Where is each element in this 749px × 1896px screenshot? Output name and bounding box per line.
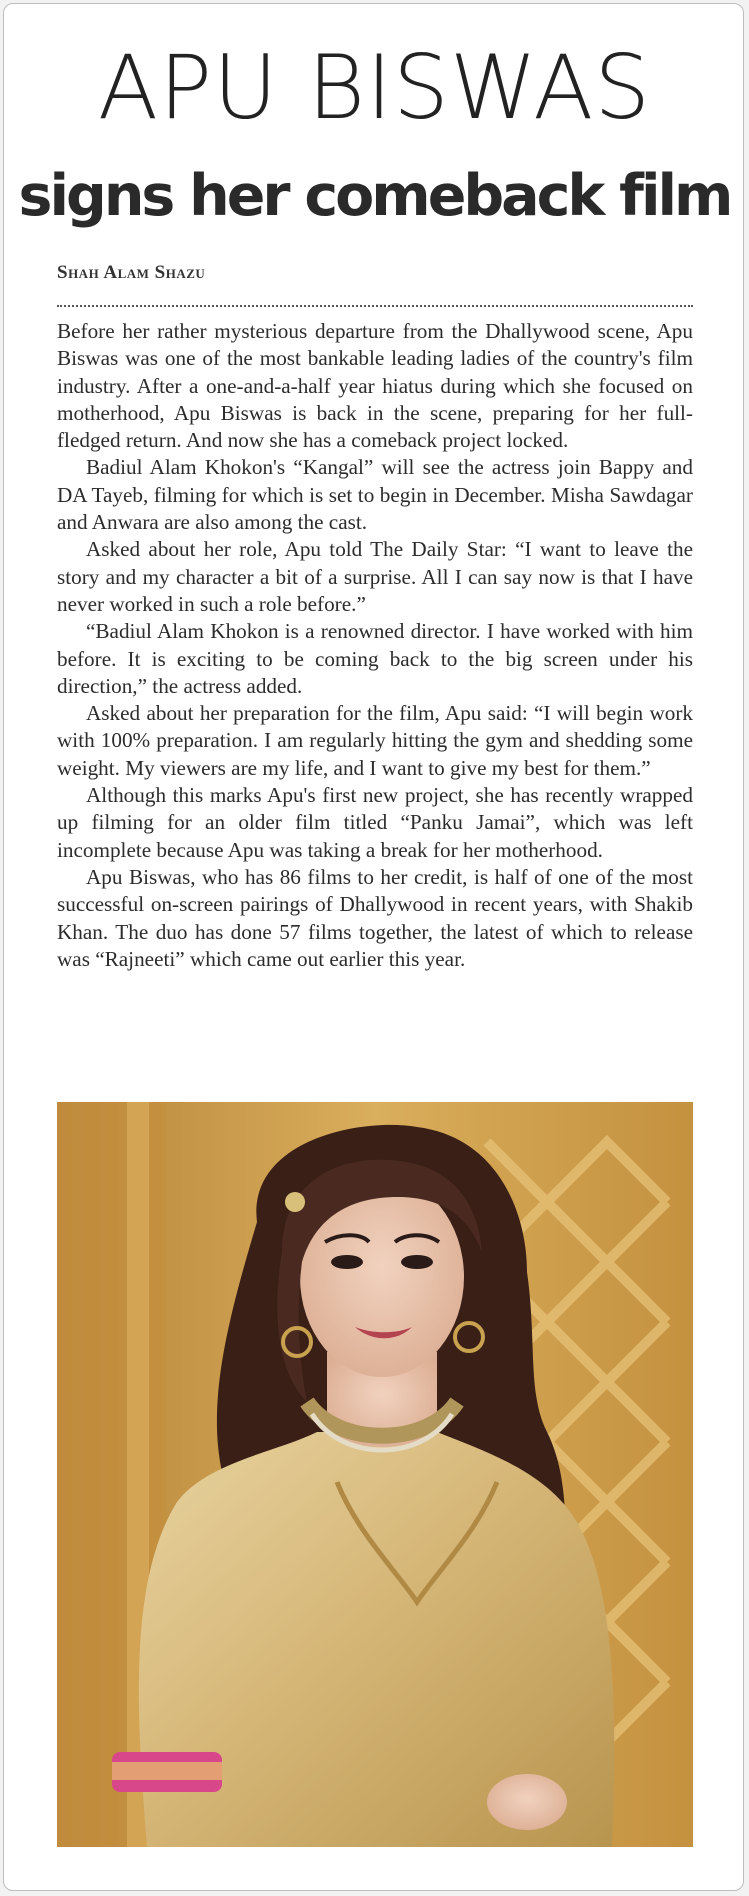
paragraph-1: Before her rather mysterious departure from the Dhallywood scene, Apu Biswas was one of the most bankable leading ladies of the country's film industry. After a one-and-a-half year hiatus during which she focused on motherhood, Apu Biswas is back in the scene, preparing for her full-fledged return. And now she has a comeback project locked. [57, 319, 693, 453]
left-eye [331, 1255, 363, 1269]
headline: APU BISWAS [97, 36, 652, 139]
paragraph-7: Apu Biswas, who has 86 films to her credit, is half of one of the most successful on-screen pairings of Dhallywood in recent years, with Shakib Khan. The duo has done 57 films together, the latest of which to release was “Rajneeti” which came out earlier this year. [57, 864, 693, 971]
paragraph-3: Asked about her role, Apu told The Daily Star: “I want to leave the story and my character a bit of a surprise. All I can say now is that I have never worked in such a role before.” [57, 537, 693, 616]
paragraph-6: Although this marks Apu's first new project, she has recently wrapped up filming for an older film titled “Panku Jamai”, which was left incomplete because Apu was taking a break for her motherhood. [57, 783, 693, 862]
article-page [3, 3, 744, 1891]
article-photo [57, 1102, 693, 1847]
paragraph-5: Asked about her preparation for the film, Apu said: “I will begin work with 100% preparation. I am regularly hitting the gym and shedding some weight. My viewers are my life, and I want to give my best for them.” [57, 701, 693, 780]
subheadline: signs her comeback film [18, 163, 731, 229]
hand [487, 1774, 567, 1830]
paragraph-4: “Badiul Alam Khokon is a renowned director. I have worked with him before. It is exciting to be coming back to the big screen under his direction,” the actress added. [57, 619, 693, 698]
portrait-illustration [57, 1102, 693, 1847]
right-eye [401, 1255, 433, 1269]
paragraph-2: Badiul Alam Khokon's “Kangal” will see the actress join Bappy and DA Tayeb, filming for which is set to begin in December. Misha Sawdagar and Anwara are also among the cast. [57, 455, 693, 535]
byline: Shah Alam Shazu [57, 262, 206, 283]
sleeve-band-trim [112, 1762, 222, 1780]
dotted-divider [57, 305, 693, 307]
hair-clip [285, 1192, 305, 1212]
article-body [57, 318, 693, 973]
